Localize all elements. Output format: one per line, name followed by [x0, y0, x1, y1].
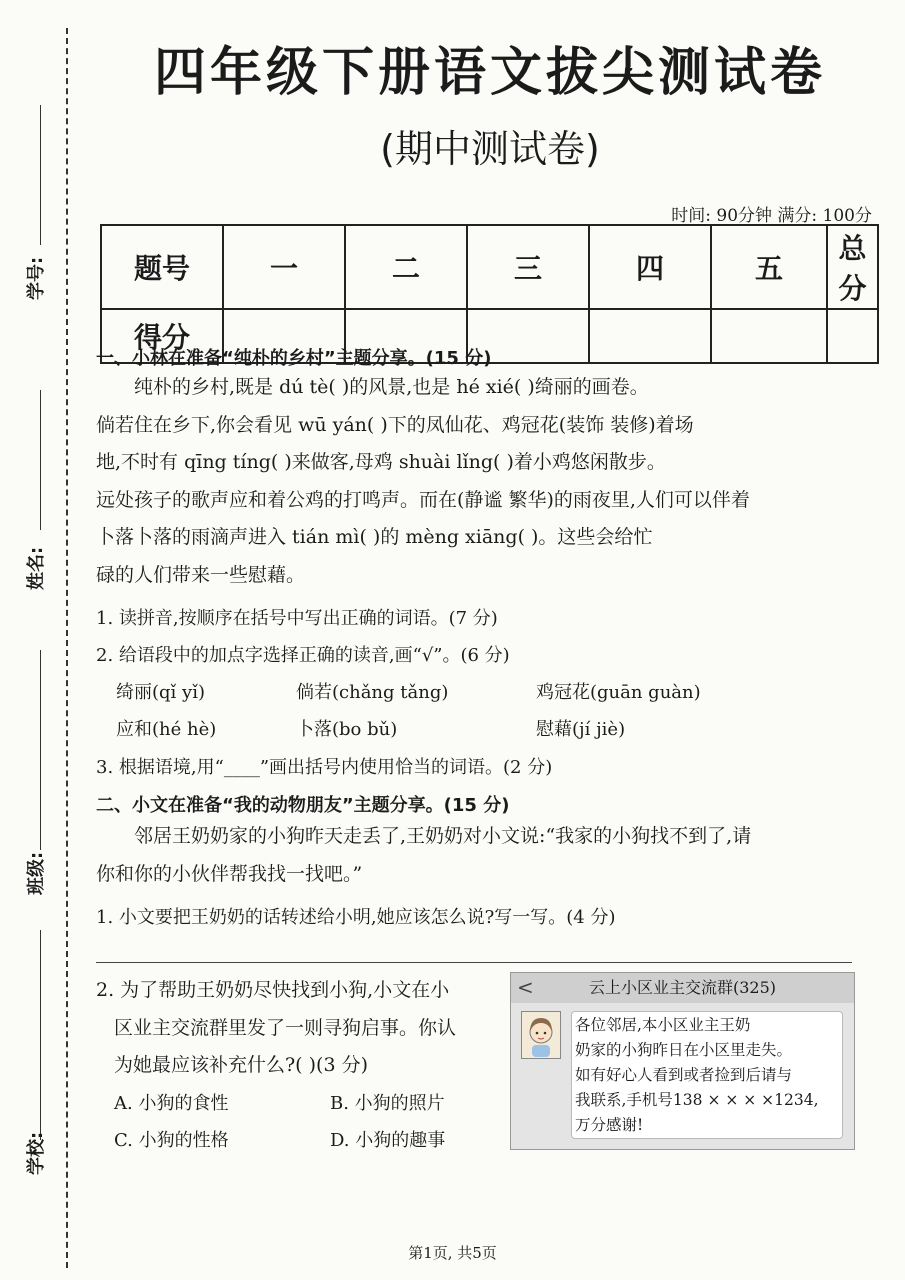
section1-heading: 一、小林在准备“纯朴的乡村”主题分享。(15 分) [96, 348, 492, 369]
class-label: 班级: [26, 851, 47, 895]
section2-heading: 二、小文在准备“我的动物朋友”主题分享。(15 分) [96, 795, 510, 816]
choice-option-c[interactable]: C. 小狗的性格 [114, 1130, 229, 1151]
pronunciation-option[interactable]: 倘若(chǎng tǎng) [296, 682, 449, 703]
score-cell-1: 一 [223, 225, 345, 309]
school-label: 学校: [26, 1131, 47, 1175]
chat-title: 云上小区业主交流群(325) [511, 973, 854, 1003]
page-footer: 第1页, 共5页 [408, 1244, 497, 1262]
page-subtitle: (期中测试卷) [380, 127, 600, 171]
choice-option-d[interactable]: D. 小狗的趣事 [330, 1130, 446, 1151]
paragraph-line: 地,不时有 qīng tíng( )来做客,母鸡 shuài lǐng( )着小鸡悠闲散步。 [96, 451, 666, 473]
pronunciation-option[interactable]: 鸡冠花(guān guàn) [536, 682, 701, 703]
group-chat-panel [510, 972, 855, 1150]
message-line: 我联系,手机号138 × × × ×1234, [575, 1091, 819, 1109]
section2-paragraph [96, 818, 866, 893]
class-line [40, 650, 41, 850]
score-cell-2: 二 [345, 225, 467, 309]
score-row-label: 得分 [101, 309, 223, 363]
student-id-label: 学号: [26, 256, 47, 300]
answer-line[interactable] [96, 962, 852, 963]
message-line: 各位邻居,本小区业主王奶 [575, 1016, 751, 1034]
message-text [575, 1013, 841, 1138]
student-id-line [40, 105, 41, 245]
score-table [100, 224, 879, 364]
message-line: 奶家的小狗昨日在小区里走失。 [575, 1041, 793, 1059]
pronunciation-option[interactable]: 绮丽(qǐ yǐ) [116, 682, 205, 703]
paragraph-line: 你和你的小伙伴帮我找一找吧。” [96, 862, 363, 885]
pronunciation-option[interactable]: 应和(hé hè) [116, 719, 217, 740]
exam-meta: 时间: 90分钟 满分: 100分 [671, 206, 872, 226]
score-cell-total: 总分 [827, 225, 878, 309]
s2-question-1: 1. 小文要把王奶奶的话转述给小明,她应该怎么说?写一写。(4 分) [96, 907, 616, 928]
score-input-4[interactable] [589, 309, 711, 363]
section1-paragraph [96, 369, 866, 594]
message-line: 如有好心人看到或者捡到后请与 [575, 1066, 793, 1084]
s1-question-2: 2. 给语段中的加点字选择正确的读音,画“√”。(6 分) [96, 645, 510, 666]
s1-question-1: 1. 读拼音,按顺序在括号中写出正确的词语。(7 分) [96, 608, 498, 629]
question-line: 区业主交流群里发了一则寻狗启事。你认 [114, 1016, 457, 1039]
score-cell-5: 五 [711, 225, 827, 309]
choice-option-b[interactable]: B. 小狗的照片 [330, 1093, 445, 1114]
paragraph-line: 卜落卜落的雨滴声进入 tián mì( )的 mèng xiāng( )。这些会给忙 [96, 526, 653, 548]
name-label: 姓名: [26, 546, 47, 590]
paragraph-line: 纯朴的乡村,既是 dú tè( )的风景,也是 hé xié( )绮丽的画卷。 [134, 376, 649, 398]
score-cell-4: 四 [589, 225, 711, 309]
question-line: 为她最应该补充什么?( )(3 分) [114, 1054, 369, 1076]
girl-avatar-icon [522, 1012, 560, 1058]
score-cell-3: 三 [467, 225, 589, 309]
school-line [40, 930, 41, 1140]
back-icon: < [517, 975, 534, 999]
name-line [40, 390, 41, 530]
binding-dashed-line [66, 28, 68, 1268]
message-line: 万分感谢! [575, 1116, 644, 1134]
paragraph-line: 碌的人们带来一些慰藉。 [96, 563, 306, 586]
pronunciation-option[interactable]: 慰藉(jí jiè) [536, 719, 626, 740]
paragraph-line: 邻居王奶奶家的小狗昨天走丢了,王奶奶对小文说:“我家的小狗找不到了,请 [134, 825, 752, 847]
paragraph-line: 远处孩子的歌声应和着公鸡的打鸣声。而在(静谧 繁华)的雨夜里,人们可以伴着 [96, 488, 750, 511]
score-input-total[interactable] [827, 309, 878, 363]
s2-question-2 [96, 972, 496, 1085]
choice-option-a[interactable]: A. 小狗的食性 [114, 1093, 229, 1114]
page-title: 四年级下册语文拔尖测试卷 [153, 43, 826, 103]
score-input-5[interactable] [711, 309, 827, 363]
question-line: 2. 为了帮助王奶奶尽快找到小狗,小文在小 [96, 979, 450, 1001]
s1-question-3: 3. 根据语境,用“____”画出括号内使用恰当的词语。(2 分) [96, 757, 553, 778]
pronunciation-option[interactable]: 卜落(bo bǔ) [296, 719, 398, 740]
avatar [521, 1011, 561, 1059]
score-cell-label: 题号 [101, 225, 223, 309]
paragraph-line: 倘若住在乡下,你会看见 wū yán( )下的凤仙花、鸡冠花(装饰 装修)着场 [96, 413, 694, 436]
score-table-header-row [101, 225, 878, 309]
